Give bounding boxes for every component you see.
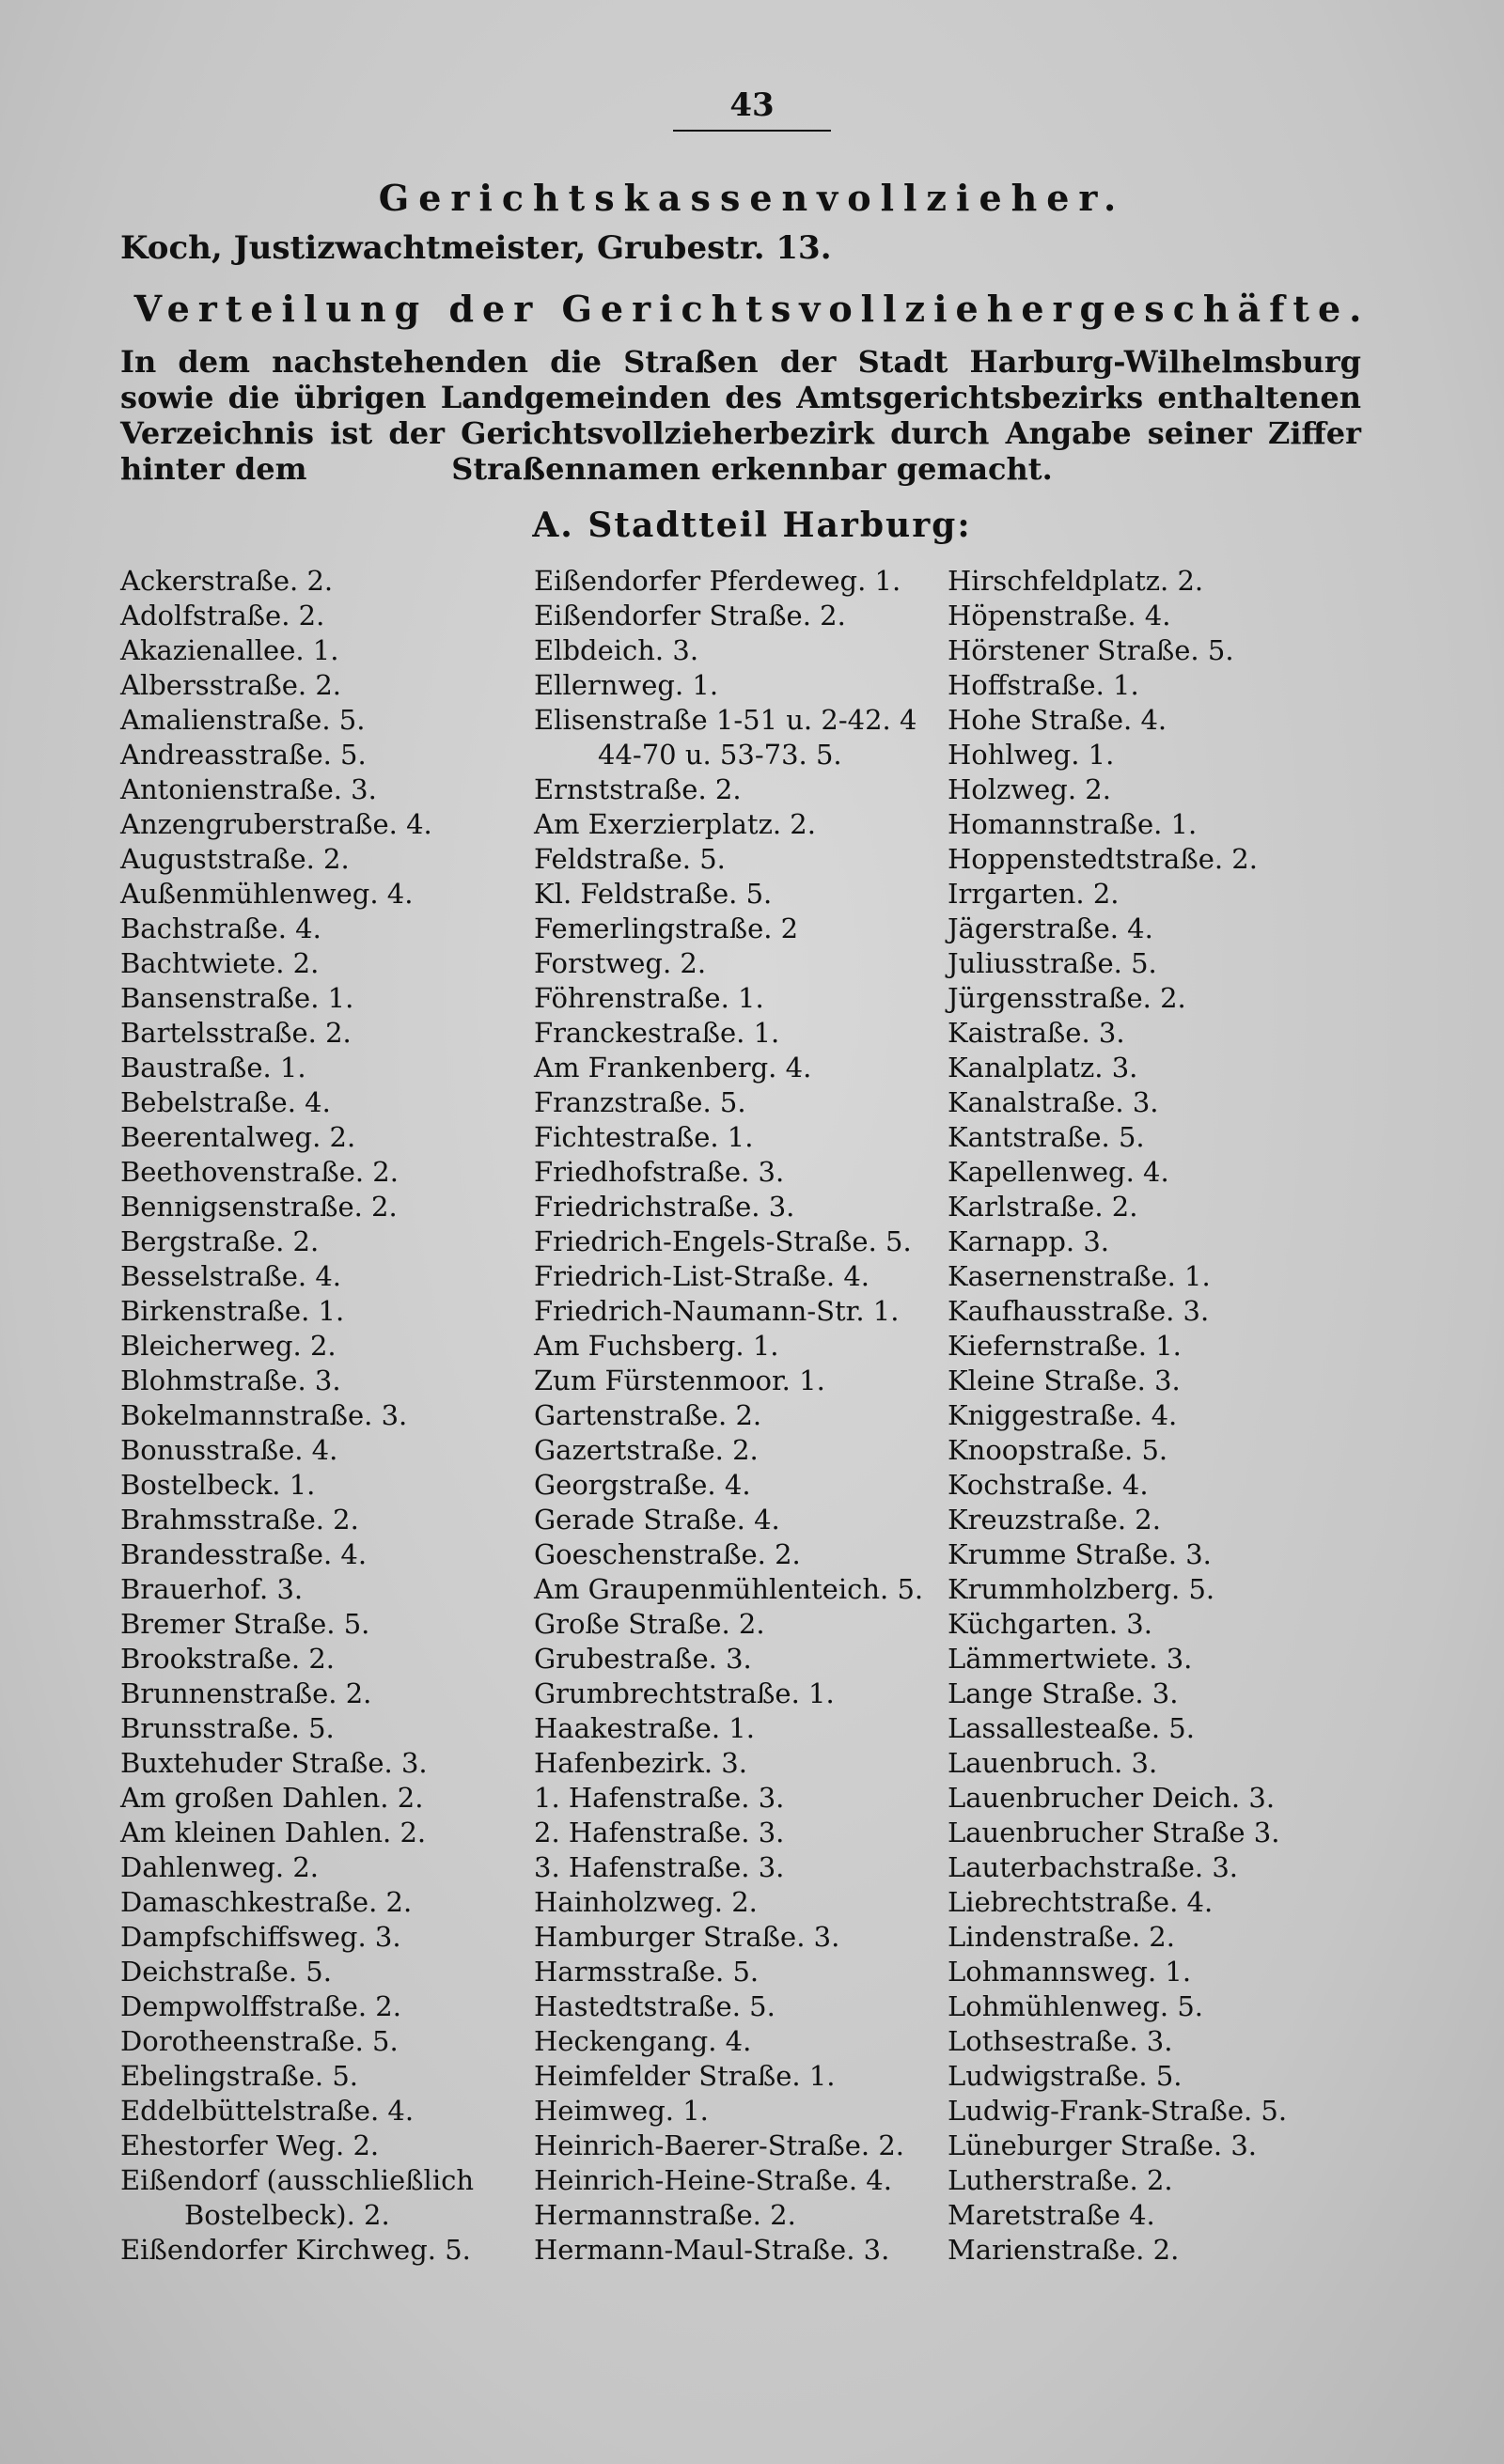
street-entry: Goeschenstraße. 2. [534,1538,801,1570]
street-entry: Damaschkestraße. 2. [120,1886,413,1918]
street-entry: Bennigsenstraße. 2. [120,1191,398,1223]
street-entry: Buxtehuder Straße. 3. [120,1747,428,1779]
street-entry: Lauenbrucher Straße 3. [948,1817,1280,1848]
street-entry: 1. Hafenstraße. 3. [534,1782,785,1814]
street-entry: Eißendorfer Pferdeweg. 1. [534,565,901,597]
street-entry: Kaistraße. 3. [948,1017,1125,1049]
street-entry: Kaufhausstraße. 3. [948,1295,1210,1327]
street-entry: Karlstraße. 2. [948,1191,1138,1223]
street-entry: Forstweg. 2. [534,947,707,979]
street-entry: Maretstraße 4. [948,2199,1155,2231]
street-entry: Irrgarten. 2. [948,878,1120,910]
street-entry: Bachtwiete. 2. [120,947,320,979]
street-entry: Kochstraße. 4. [948,1469,1149,1501]
street-entry: Hainholzweg. 2. [534,1886,758,1918]
street-entry: Karnapp. 3. [948,1225,1110,1257]
street-entry: Eißendorf (ausschließlich [120,2164,475,2196]
street-entry: Kiefernstraße. 1. [948,1330,1182,1362]
street-entry: Adolfstraße. 2. [120,600,325,632]
street-entry: Birkenstraße. 1. [120,1295,345,1327]
heading-gerichtskassenvollzieher: Gerichtskassenvollzieher. [378,177,1126,219]
street-entry: Holzweg. 2. [948,773,1111,805]
street-entry: Ludwig-Frank-Straße. 5. [948,2095,1288,2127]
street-entry: Dahlenweg. 2. [120,1851,319,1883]
street-entry: Bostelbeck). 2. [184,2199,390,2231]
street-column-1 [120,564,534,2268]
street-entry: Hermannstraße. 2. [534,2199,796,2231]
street-entry: Beerentalweg. 2. [120,1121,356,1153]
street-entry: Elbdeich. 3. [534,634,699,666]
street-entry: Kl. Feldstraße. 5. [534,878,773,910]
street-entry: Kanalplatz. 3. [948,1052,1138,1084]
street-entry: Lämmertwiete. 3. [948,1643,1193,1675]
street-entry: Bebelstraße. 4. [120,1086,331,1118]
street-entry: Außenmühlenweg. 4. [120,878,414,910]
street-entry: Beethovenstraße. 2. [120,1156,399,1188]
street-entry: Hamburger Straße. 3. [534,1921,840,1953]
street-entry: Georgstraße. 4. [534,1469,751,1501]
street-entry: Friedrich-Engels-Straße. 5. [534,1225,912,1257]
street-entry: Föhrenstraße. 1. [534,982,764,1014]
street-entry: Marienstraße. 2. [948,2234,1180,2266]
street-entry: 44-70 u. 53-73. 5. [598,739,842,771]
street-entry: Gerade Straße. 4. [534,1504,780,1536]
street-entry: Brookstraße. 2. [120,1643,335,1675]
street-entry: Brunnenstraße. 2. [120,1677,372,1709]
street-entry: Ebelingstraße. 5. [120,2060,359,2092]
street-entry: Kreuzstraße. 2. [948,1504,1161,1536]
street-entry: Gazertstraße. 2. [534,1434,759,1466]
street-column-2 [534,564,948,2268]
street-entry: Anzengruberstraße. 4. [120,808,432,840]
street-entry: 2. Hafenstraße. 3. [534,1817,785,1848]
street-entry: Bremer Straße. 5. [120,1608,370,1640]
street-entry: Brauerhof. 3. [120,1573,304,1605]
street-entry: Akazienallee. 1. [120,634,339,666]
street-entry: Grumbrechtstraße. 1. [534,1677,835,1709]
street-entry: Bonusstraße. 4. [120,1434,338,1466]
street-entry: Kniggestraße. 4. [948,1399,1178,1431]
street-entry: Heimweg. 1. [534,2095,709,2127]
street-entry: Gartenstraße. 2. [534,1399,762,1431]
street-entry: Besselstraße. 4. [120,1260,342,1292]
street-entry: Hirschfeldplatz. 2. [948,565,1204,597]
street-entry: Feldstraße. 5. [534,843,726,875]
street-entry: Kanalstraße. 3. [948,1086,1159,1118]
street-entry: Albersstraße. 2. [120,669,342,701]
street-entry: Hörstener Straße. 5. [948,634,1234,666]
street-entry: Am Frankenberg. 4. [534,1052,812,1084]
street-entry: Lutherstraße. 2. [948,2164,1173,2196]
street-entry: Zum Fürstenmoor. 1. [534,1365,825,1396]
koch-entry: Koch, Justizwachtmeister, Grubestr. 13. [120,229,832,267]
street-entry: Bansenstraße. 1. [120,982,354,1014]
street-entry: Lohmannsweg. 1. [948,1956,1192,1988]
street-entry: Amalienstraße. 5. [120,704,366,736]
street-entry: Friedrich-Naumann-Str. 1. [534,1295,900,1327]
heading-verteilung: Verteilung der Gerichtsvollziehergeschäfte. [133,288,1371,330]
intro-paragraph-end: Straßennamen erkennbar gemacht. [451,451,1053,487]
street-entry: Dampfschiffsweg. 3. [120,1921,401,1953]
street-entry: Lüneburger Straße. 3. [948,2129,1257,2161]
street-entry: Jägerstraße. 4. [948,912,1153,944]
street-entry: Femerlingstraße. 2 [534,912,799,944]
street-entry: Ernststraße. 2. [534,773,742,805]
street-entry: Heimfelder Straße. 1. [534,2060,836,2092]
street-entry: Kasernenstraße. 1. [948,1260,1211,1292]
street-entry: Friedhofstraße. 3. [534,1156,785,1188]
street-entry: Hastedtstraße. 5. [534,1990,776,2022]
street-entry: Auguststraße. 2. [120,843,350,875]
street-entry: Harmsstraße. 5. [534,1956,760,1988]
street-entry: Friedrich-List-Straße. 4. [534,1260,870,1292]
street-entry: Bleicherweg. 2. [120,1330,337,1362]
street-entry: Kapellenweg. 4. [948,1156,1169,1188]
street-entry: Große Straße. 2. [534,1608,765,1640]
street-entry: Ellernweg. 1. [534,669,719,701]
street-entry: Ludwigstraße. 5. [948,2060,1183,2092]
street-entry: Am kleinen Dahlen. 2. [120,1817,427,1848]
street-entry: Bergstraße. 2. [120,1225,320,1257]
street-entry: Hohlweg. 1. [948,739,1115,771]
street-entry: Heinrich-Heine-Straße. 4. [534,2164,892,2196]
street-entry: Am großen Dahlen. 2. [120,1782,424,1814]
street-entry: Lassallesteaße. 5. [948,1712,1195,1744]
street-entry: Am Fuchsberg. 1. [534,1330,779,1362]
street-entry: Andreasstraße. 5. [120,739,367,771]
street-entry: Lothsestraße. 3. [948,2025,1173,2057]
street-entry: Hoppenstedtstraße. 2. [948,843,1258,875]
street-entry: Eddelbüttelstraße. 4. [120,2095,415,2127]
street-entry: Ackerstraße. 2. [120,565,334,597]
street-entry: Blohmstraße. 3. [120,1365,341,1396]
street-entry: Antonienstraße. 3. [120,773,377,805]
street-entry: Brandesstraße. 4. [120,1538,368,1570]
street-entry: Grubestraße. 3. [534,1643,752,1675]
street-entry: Kleine Straße. 3. [948,1365,1181,1396]
street-entry: Knoopstraße. 5. [948,1434,1168,1466]
street-entry: Lauenbrucher Deich. 3. [948,1782,1276,1814]
street-entry: Bachstraße. 4. [120,912,321,944]
street-column-3 [948,564,1389,2268]
street-entry: Am Graupenmühlenteich. 5. [534,1573,924,1605]
street-entry: 3. Hafenstraße. 3. [534,1851,785,1883]
street-entry: Dorotheenstraße. 5. [120,2025,399,2057]
street-entry: Lindenstraße. 2. [948,1921,1175,1953]
street-entry: Fichtestraße. 1. [534,1121,754,1153]
street-entry: Lohmühlenweg. 5. [948,1990,1204,2022]
street-entry: Kantstraße. 5. [948,1121,1145,1153]
street-entry: Jürgensstraße. 2. [948,982,1186,1014]
street-entry: Heckengang. 4. [534,2025,752,2057]
street-entry: Haakestraße. 1. [534,1712,755,1744]
street-entry: Franckestraße. 1. [534,1017,780,1049]
street-entry: Bostelbeck. 1. [120,1469,316,1501]
street-entry: Brunsstraße. 5. [120,1712,335,1744]
street-entry: Eißendorfer Kirchweg. 5. [120,2234,471,2266]
street-entry: Lange Straße. 3. [948,1677,1179,1709]
street-entry: Lauterbachstraße. 3. [948,1851,1239,1883]
street-entry: Franzstraße. 5. [534,1086,746,1118]
intro-paragraph: In dem nachstehenden die Straßen der Stadt Harburg-Wilhelmsburg sowie die übrigen Landgemeinden des Amtsgerichtsbezirks enthaltenen Verzeichnis ist der Gerichtsvollzieherbezirk durch Angabe seiner Ziffer hinter dem [120,344,1361,487]
street-entry: Bokelmannstraße. 3. [120,1399,408,1431]
street-entry: Bartelsstraße. 2. [120,1017,352,1049]
street-entry: Homannstraße. 1. [948,808,1198,840]
street-entry: Hermann-Maul-Straße. 3. [534,2234,890,2266]
street-entry: Am Exerzierplatz. 2. [534,808,816,840]
street-entry: Dempwolffstraße. 2. [120,1990,401,2022]
street-entry: Krumme Straße. 3. [948,1538,1212,1570]
street-entry: Küchgarten. 3. [948,1608,1152,1640]
street-entry: Ehestorfer Weg. 2. [120,2129,380,2161]
street-entry: Lauenbruch. 3. [948,1747,1158,1779]
street-entry: Baustraße. 1. [120,1052,306,1084]
street-entry: Krummholzberg. 5. [948,1573,1215,1605]
street-entry: Juliusstraße. 5. [948,947,1157,979]
section-heading: A. Stadtteil Harburg: [532,506,972,545]
street-entry: Friedrichstraße. 3. [534,1191,795,1223]
street-entry: Hoffstraße. 1. [948,669,1139,701]
street-entry: Hafenbezirk. 3. [534,1747,747,1779]
street-entry: Elisenstraße 1-51 u. 2-42. 4 [534,704,917,736]
page-number: 43 [673,86,830,132]
street-entry: Brahmsstraße. 2. [120,1504,359,1536]
street-entry: Liebrechtstraße. 4. [948,1886,1214,1918]
street-entry: Eißendorfer Straße. 2. [534,600,846,632]
street-entry: Heinrich-Baerer-Straße. 2. [534,2129,905,2161]
street-entry: Höpenstraße. 4. [948,600,1171,632]
street-entry: Deichstraße. 5. [120,1956,332,1988]
street-entry: Hohe Straße. 4. [948,704,1167,736]
